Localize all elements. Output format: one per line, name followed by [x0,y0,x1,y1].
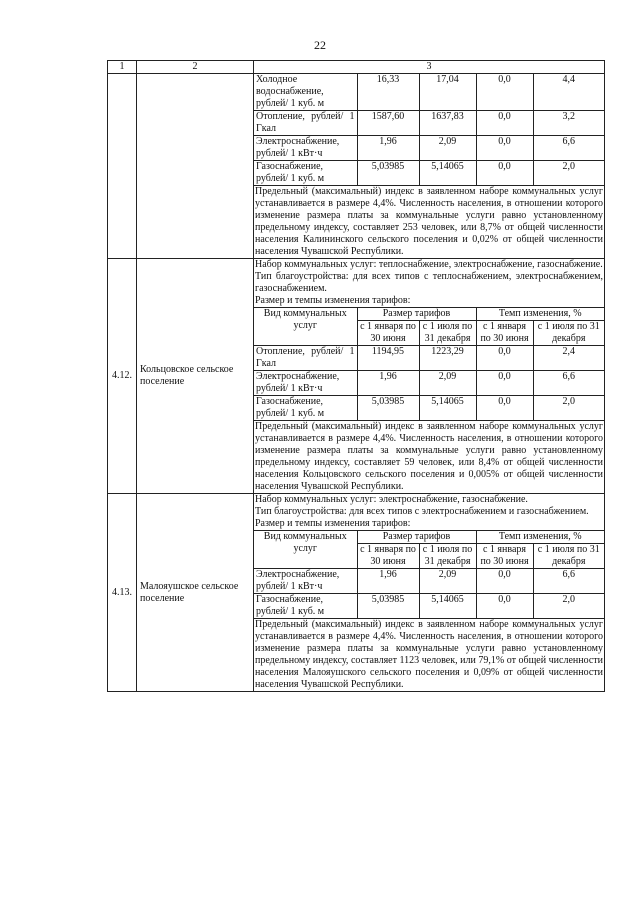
rate-value: 3,2 [533,111,604,136]
item-number: 4.13. [108,494,137,692]
tariff-value: 1637,83 [419,111,476,136]
tariff-row [254,396,604,421]
settlement-row-4-13 [108,494,605,692]
rate-value: 0,0 [476,569,533,594]
period-header: с 1 января по 30 июня [476,321,533,346]
rate-header: Темп изменения, % [476,308,604,321]
column-number: 1 [108,61,137,74]
tariff-value: 1,96 [357,136,419,161]
rate-value: 6,6 [533,569,604,594]
period-header: с 1 июля по 31 декабря [419,544,476,569]
service-name: Электроснабжение, рублей/ 1 кВт·ч [254,136,357,161]
rate-value: 2,0 [533,396,604,421]
service-name: Отопление, рублей/ 1 Гкал [254,111,357,136]
rate-value: 2,0 [533,594,604,619]
service-name: Электроснабжение, рублей/ 1 кВт·ч [254,371,357,396]
tariff-value: 16,33 [357,74,419,111]
rate-value: 0,0 [476,136,533,161]
tariff-value: 5,14065 [419,396,476,421]
tariff-value: 1194,95 [357,346,419,371]
tariff-value: 1223,29 [419,346,476,371]
tariff-value: 5,14065 [419,161,476,186]
index-note: Предельный (максимальный) индекс в заявленном наборе коммунальных услуг устанавливается в размере 4,4%. Численность населения, в отношении которого изменение размера платы за коммунальные услуги равно установленному предельному индексу, составляет 1123 человек, или 79,1% от общей численности населения Малояушского сельского поселения и 0,09% от общей численности населения Чувашской Республики. [255,619,603,690]
settlement-name: Кольцовское сельское поселение [137,259,254,494]
services-set: Набор коммунальных услуг: электроснабжение, газоснабжение. [255,494,528,505]
rate-value: 4,4 [533,74,604,111]
tariff-row [254,74,604,111]
tariff-sizes-label: Размер и темпы изменения тарифов: [255,518,411,529]
item-number: 4.12. [108,259,137,494]
period-header: с 1 января по 30 июня [476,544,533,569]
rate-value: 2,4 [533,346,604,371]
tariff-subtable [254,530,604,619]
tariff-value: 5,03985 [357,396,419,421]
municipal-tariff-table [107,60,605,692]
tariff-value: 1,96 [357,371,419,396]
column-number: 2 [137,61,254,74]
tariff-value: 2,09 [419,136,476,161]
period-header: с 1 января по 30 июня [357,544,419,569]
service-name: Газоснабжение, рублей/ 1 куб. м [254,396,357,421]
page-number: 22 [314,38,326,52]
period-header: с 1 июля по 31 декабря [419,321,476,346]
rate-value: 2,0 [533,161,604,186]
rate-value: 0,0 [476,371,533,396]
settlement-name: Малояушское сельское поселение [137,494,254,692]
service-kind-header: Вид коммунальных услуг [254,308,357,346]
rate-value: 0,0 [476,111,533,136]
period-header: с 1 июля по 31 декабря [533,321,604,346]
improvement-type: Тип благоустройства: для всех типов с теплоснабжением, электроснабжением, газоснабжением. [255,271,603,294]
tariff-row [254,371,604,396]
tariff-subtable [254,307,604,421]
tariff-size-header: Размер тарифов [357,531,476,544]
tariff-row [254,594,604,619]
rate-value: 0,0 [476,161,533,186]
tariff-size-header: Размер тарифов [357,308,476,321]
tariff-row [254,569,604,594]
tariff-value: 2,09 [419,569,476,594]
service-name: Холодное водоснабжение, рублей/ 1 куб. м [254,74,357,111]
tariff-value: 1,96 [357,569,419,594]
tariff-row [254,136,604,161]
tariff-value: 5,03985 [357,594,419,619]
rate-value: 0,0 [476,74,533,111]
column-number-row [108,61,605,74]
index-note: Предельный (максимальный) индекс в заявленном наборе коммунальных услуг устанавливается в размере 4,4%. Численность населения, в отношении которого изменение размера платы за коммунальные услуги равно установленному предельному индексу, составляет 59 человек, или 8,4% от общей численности населения Кольцовского сельского поселения и 0,005% от общей численности населения Чувашской Республики. [255,421,603,492]
rate-value: 6,6 [533,136,604,161]
period-header: с 1 января по 30 июня [357,321,419,346]
rate-value: 6,6 [533,371,604,396]
continued-settlement-row [108,74,605,259]
column-number: 3 [254,61,605,74]
rate-value: 0,0 [476,594,533,619]
tariff-row [254,346,604,371]
rate-value: 0,0 [476,396,533,421]
index-note: Предельный (максимальный) индекс в заявленном наборе коммунальных услуг устанавливается в размере 4,4%. Численность населения, в отношении которого изменение размера платы за коммунальные услуги равно установленному предельному индексу, составляет 253 человек, или 8,7% от общей численности населения Калининского сельского поселения и 0,02% от общей численности населения Чувашской Республики. [255,186,603,257]
settlement-row-4-12 [108,259,605,494]
tariff-value: 5,03985 [357,161,419,186]
services-set: Набор коммунальных услуг: теплоснабжение, электроснабжение, газоснабжение. [255,259,603,270]
tariff-value: 2,09 [419,371,476,396]
tariff-value: 5,14065 [419,594,476,619]
rate-value: 0,0 [476,346,533,371]
tariff-sizes-label: Размер и темпы изменения тарифов: [255,295,411,306]
service-name: Газоснабжение, рублей/ 1 куб. м [254,161,357,186]
tariff-subtable [254,74,604,186]
improvement-type: Тип благоустройства: для всех типов с электроснабжением и газоснабжением. [255,506,589,517]
period-header: с 1 июля по 31 декабря [533,544,604,569]
service-kind-header: Вид коммунальных услуг [254,531,357,569]
tariff-row [254,161,604,186]
service-name: Электроснабжение, рублей/ 1 кВт·ч [254,569,357,594]
service-name: Газоснабжение, рублей/ 1 куб. м [254,594,357,619]
tariff-row [254,111,604,136]
rate-header: Темп изменения, % [476,531,604,544]
tariff-value: 17,04 [419,74,476,111]
tariff-value: 1587,60 [357,111,419,136]
service-name: Отопление, рублей/ 1 Гкал [254,346,357,371]
